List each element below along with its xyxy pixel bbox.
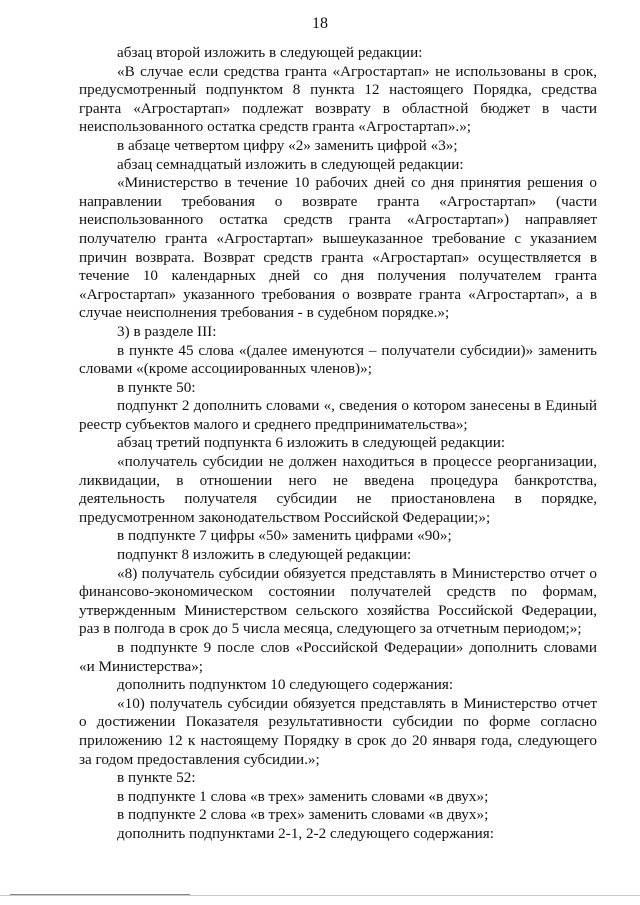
paragraph: в подпункте 9 после слов «Российской Федерации» дополнить словами «и Министерства»;: [79, 639, 597, 675]
paragraph: подпункт 2 дополнить словами «, сведения о котором занесены в Единый реестр субъектов малого и среднего предпринимательства»;: [79, 397, 597, 433]
paragraph: в подпункте 7 цифры «50» заменить цифрами «90»;: [117, 527, 452, 545]
paragraph: в пункте 45 слова «(далее именуются – получатели субсидии)» заменить словами «(кроме ассоциированных членов)»;: [79, 341, 597, 378]
paragraph: 3) в разделе III:: [117, 322, 217, 340]
paragraph: подпункт 8 изложить в следующей редакции:: [117, 546, 412, 564]
paragraph: абзац семнадцатый изложить в следующей редакции:: [117, 155, 464, 173]
paragraph: абзац третий подпункта 6 изложить в следующей редакции:: [117, 434, 506, 452]
page-number: 18: [312, 15, 328, 32]
paragraph: в пункте 52:: [117, 769, 196, 787]
paragraph: дополнить подпунктами 2-1, 2-2 следующего содержания:: [117, 824, 494, 842]
paragraph: «Министерство в течение 10 рабочих дней со дня принятия решения о направлении требования о возврате гранта «Агростартап» (части неиспользованного остатка средств гранта «Агростартап») направляет получателю гранта «Агростартап» вышеуказанное требование с указанием причин возврата. Возврат средств гранта «Агростартап» осуществляется в течение 10 календарных дней со дня получения получателем гранта «Агростартап» указанного требования о возврате гранта «Агростартап», а в случае неисполнения требования - в судебном порядке.»;: [79, 174, 597, 322]
paragraph: «10) получатель субсидии обязуется представлять в Министерство отчет о достижении Показателя результативности субсидии по форме согласно приложению 12 к настоящему Порядку в срок до 20 января года, следующего за годом предоставления субсидии.»;: [79, 694, 597, 768]
page-bottom-mark: [10, 894, 190, 895]
paragraph: в пункте 50:: [117, 378, 196, 396]
paragraph: «В случае если средства гранта «Агростартап» не использованы в срок, предусмотренный подпунктом 8 пункта 12 настоящего Порядка, средства гранта «Агростартап» подлежат возврату в областной бюджет в части неиспользованного остатка средств гранта «Агростартап».»;: [79, 62, 597, 136]
document-body: [79, 44, 597, 844]
page-bottom-edge: [0, 895, 640, 896]
paragraph: «получатель субсидии не должен находиться в процессе реорганизации, ликвидации, в отношении него не введена процедура банкротства, деятельность получателя субсидии не приостановлена в порядке, предусмотренном законодательством Российской Федерации;»;: [79, 453, 597, 526]
paragraph: в подпункте 1 слова «в трех» заменить словами «в двух»;: [117, 787, 489, 805]
paragraph: в абзаце четвертом цифру «2» заменить цифрой «3»;: [117, 136, 458, 154]
paragraph: «8) получатель субсидии обязуется представлять в Министерство отчет о финансово-экономическом состоянии получателей средств по формам, утвержденным Министерством сельского хозяйства Российской Федерации, раз в полгода в срок до 5 числа месяца, следующего за отчетным периодом;»;: [79, 564, 597, 638]
paragraph: абзац второй изложить в следующей редакции:: [117, 44, 423, 61]
paragraph: в подпункте 2 слова «в трех» заменить словами «в двух»;: [117, 806, 489, 824]
paragraph: дополнить подпунктом 10 следующего содержания:: [117, 676, 454, 694]
